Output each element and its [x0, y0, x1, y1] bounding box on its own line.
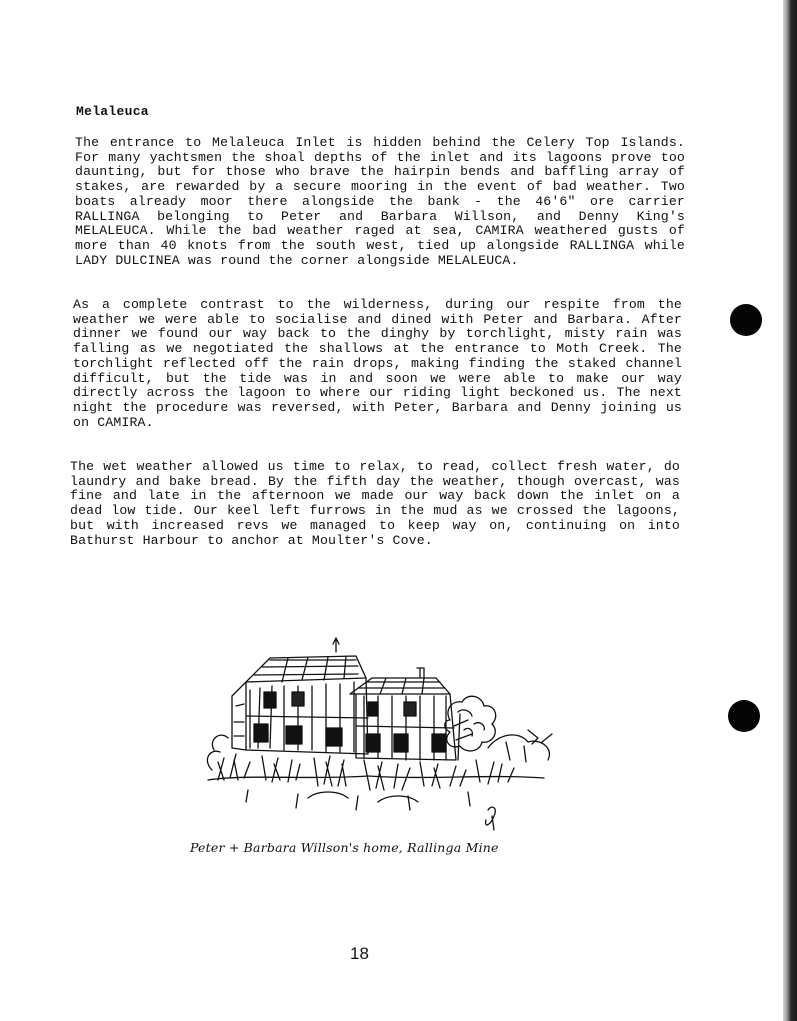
page-edge-shadow [783, 0, 797, 1021]
house-sketch-illustration [188, 630, 568, 840]
binder-hole-top [730, 304, 762, 336]
paragraph-3: The wet weather allowed us time to relax, to read, collect fresh water, do laundry and bake bread. By the fifth day the weather, though overcast, was fine and late in the afternoon we made our way back down the inlet on a dead low tide. Our keel left furrows in the mud as we crossed the lagoons, but with increased revs we managed to keep way on, continuing on into Bathurst Harbour to anchor at Moulter's Cove. [70, 459, 680, 548]
page-number: 18 [350, 944, 369, 963]
paragraph-1: The entrance to Melaleuca Inlet is hidden behind the Celery Top Islands. For many yachtsmen the shoal depths of the inlet and its lagoons prove too daunting, but for those who brave the hairpin bends and baffling array of stakes, are rewarded by a secure mooring in the event of bad weather. Two boats already moor there alongside the bank - the 46'6" ore carrier RALLINGA belonging to Peter and Barbara Willson, and Denny King's MELALEUCA. While the bad weather raged at sea, CAMIRA weathered gusts of more than 40 knots from the south west, tied up alongside RALLINGA while LADY DULCINEA was round the corner alongside MELALEUCA. [75, 135, 685, 268]
section-heading: Melaleuca [76, 104, 149, 119]
paragraph-2: As a complete contrast to the wilderness, during our respite from the weather we were able to socialise and dined with Peter and Barbara. After dinner we found our way back to the dinghy by torchlight, misty rain was falling as we negotiated the shallows at the entrance to Moth Creek. The torchlight reflected off the rain drops, making finding the staked channel difficult, but the tide was in and soon we were able to make our way directly across the lagoon to where our riding light beckoned us. The next night the procedure was reversed, with Peter, Barbara and Denny joining us on CAMIRA. [73, 297, 682, 430]
illustration-caption: Peter + Barbara Willson's home, Rallinga Mine [190, 840, 499, 855]
binder-hole-bottom [728, 700, 760, 732]
